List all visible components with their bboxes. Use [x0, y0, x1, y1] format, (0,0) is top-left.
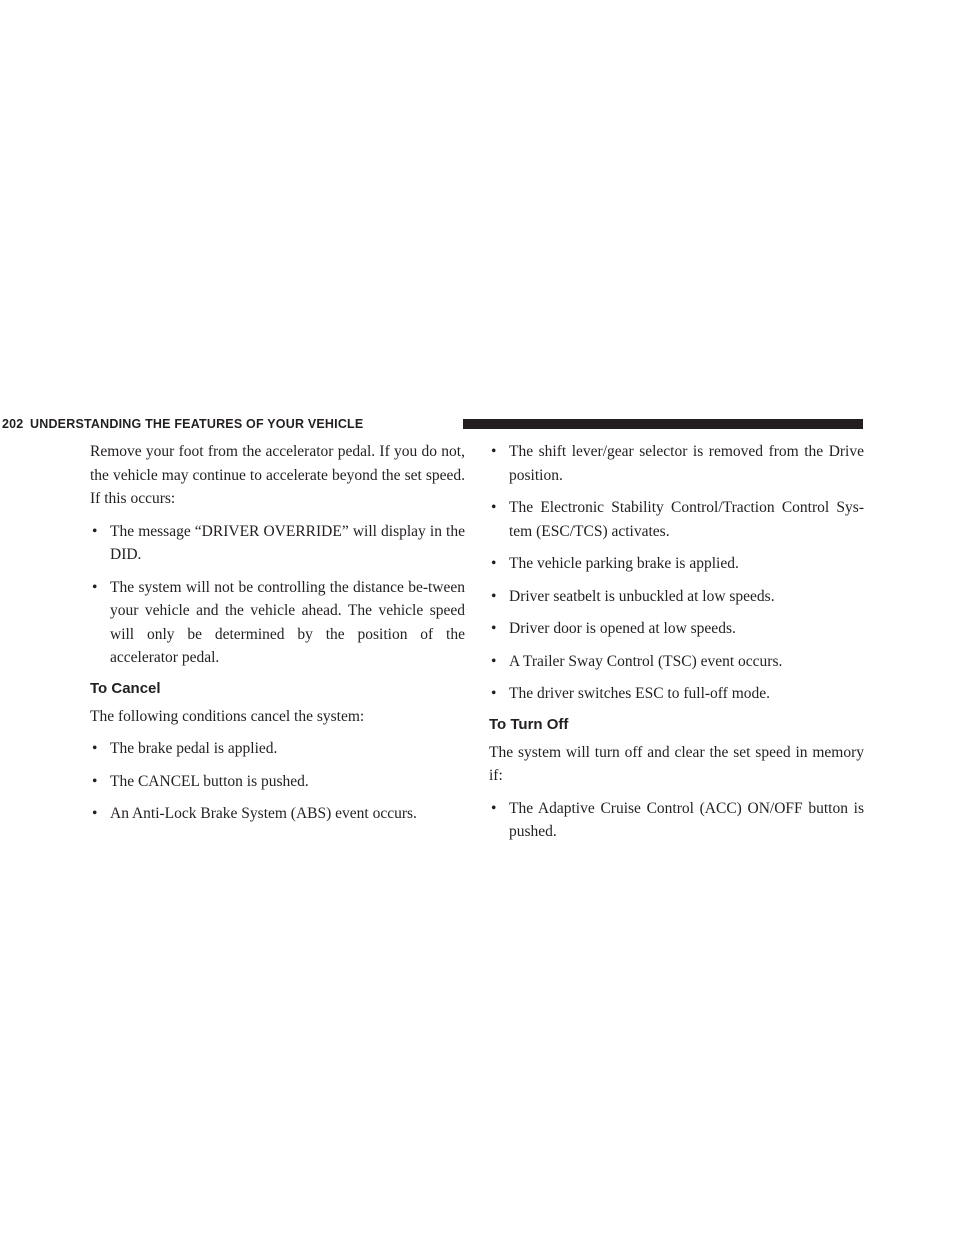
list-item [90, 802, 465, 826]
list-item-text: Driver seatbelt is unbuckled at low speeds. [509, 587, 775, 605]
list-item-text: A Trailer Sway Control (TSC) event occurs. [509, 652, 783, 670]
bullet-glyph: • [92, 805, 98, 822]
list-item [90, 770, 465, 794]
list-item [489, 682, 864, 706]
right-column [489, 440, 864, 853]
list-item-text: The CANCEL button is pushed. [110, 772, 309, 790]
page-number: 202 [2, 417, 24, 431]
list-item-text: The system will not be controlling the distance be-tween your vehicle and the vehicle ahead. The vehicle speed will only be determined by the position of the accelerator pedal. [110, 578, 465, 666]
left-column [90, 440, 465, 835]
intro-paragraph: Remove your foot from the accelerator pedal. If you do not, the vehicle may continue to accelerate beyond the set speed. If this occurs: [90, 443, 465, 507]
bullet-glyph: • [92, 772, 98, 790]
bullet-glyph: • [491, 443, 497, 460]
list-item [90, 576, 465, 670]
header-rule [463, 419, 863, 429]
to-cancel-heading: To Cancel [90, 679, 161, 697]
section-title: UNDERSTANDING THE FEATURES OF YOUR VEHICLE [30, 417, 364, 431]
list-item [90, 520, 465, 567]
list-item [489, 440, 864, 487]
list-item-text: The driver switches ESC to full-off mode. [509, 685, 771, 702]
list-item [489, 797, 864, 844]
list-item [489, 585, 864, 609]
bullet-glyph: • [491, 499, 497, 516]
list-item-text: The shift lever/gear selector is removed from the Drive position. [509, 443, 864, 484]
turn-off-intro-paragraph: The system will turn off and clear the set speed in memory if: [489, 743, 864, 784]
bullet-glyph: • [92, 740, 98, 757]
list-item-text: The Adaptive Cruise Control (ACC) ON/OFF button is pushed. [509, 799, 864, 840]
bullet-glyph: • [491, 799, 497, 817]
list-item-text: The vehicle parking brake is applied. [509, 555, 739, 572]
list-item-text: Driver door is opened at low speeds. [509, 620, 736, 637]
list-item-text: The message “DRIVER OVERRIDE” will display in the DID. [110, 522, 465, 563]
bullet-glyph: • [92, 578, 98, 596]
list-item [489, 650, 864, 674]
list-item-text: The brake pedal is applied. [110, 740, 278, 757]
page-header [0, 413, 880, 435]
bullet-glyph: • [491, 587, 497, 605]
list-item [489, 552, 864, 576]
list-item [489, 617, 864, 641]
bullet-glyph: • [491, 555, 497, 572]
list-item [90, 737, 465, 761]
list-item-text: The Electronic Stability Control/Traction Control Sys-tem (ESC/TCS) activates. [509, 499, 864, 540]
to-turn-off-heading: To Turn Off [489, 715, 569, 733]
bullet-glyph: • [491, 685, 497, 702]
bullet-glyph: • [491, 620, 497, 637]
bullet-glyph: • [491, 652, 497, 670]
list-item-text: An Anti-Lock Brake System (ABS) event occurs. [110, 805, 417, 822]
cancel-intro-paragraph: The following conditions cancel the system: [90, 707, 365, 725]
list-item [489, 496, 864, 543]
bullet-glyph: • [92, 522, 98, 540]
